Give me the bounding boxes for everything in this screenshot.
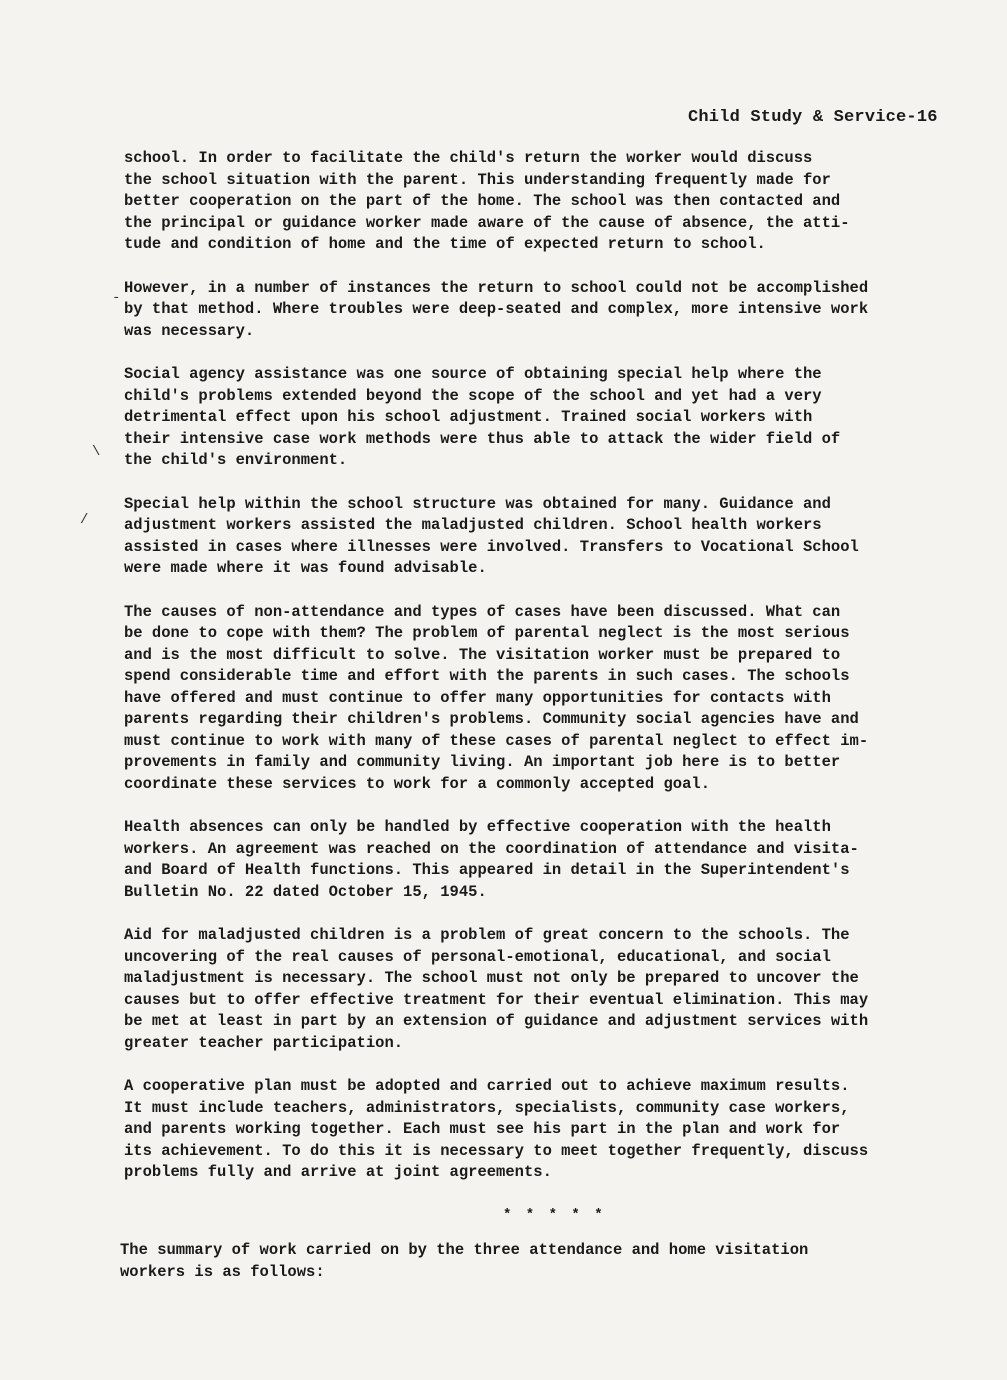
paragraph-special-help: Special help within the school structure was obtained for many. Guidance and adjustment workers assisted the maladjusted children. School health workers assisted in cases where illnesses were involved. Transfers to Vocational School were made where it was found advisable. <box>124 494 859 577</box>
margin-mark-dash: - <box>112 290 121 306</box>
closing-paragraph: The summary of work carried on by the three attendance and home visitation workers is as follows: <box>120 1241 809 1281</box>
section-separator: * * * * * <box>503 1207 606 1223</box>
margin-mark-tick: \ <box>92 444 101 460</box>
margin-mark-slash: / <box>80 512 89 528</box>
running-head: Child Study & Service-16 <box>688 108 938 127</box>
paragraph-parental-neglect: The causes of non-attendance and types of cases have been discussed. What can be done to cope with them? The problem of parental neglect is the most serious and is the most difficult to solve. The visitation worker must be prepared to spend considerable time and effort with the parents in such cases. The schools have offered and must continue to offer many opportunities for contacts with parents regarding their children's problems. Community social agencies have and must continue to work with many of these cases of parental neglect to effect im- provements in family and community living. An important job here is to better coordinate these services to work for a commonly accepted goal. <box>124 602 869 793</box>
document-body <box>124 148 994 1206</box>
paragraph-health-absences: Health absences can only be handled by effective cooperation with the health workers. An agreement was reached on the coordination of attendance and visita- and Board of Health functions. This appeared in detail in the Superintendent's Bulletin No. 22 dated October 15, 1945. <box>124 818 859 901</box>
paragraph-social-agency: Social agency assistance was one source of obtaining special help where the child's problems extended beyond the scope of the school and yet had a very detrimental effect upon his school adjustment. Trained social workers with their intensive case work methods were thus able to attack the wider field of the child's environment. <box>124 365 841 469</box>
paragraph-intensive-work: However, in a number of instances the return to school could not be accomplished by that method. Where troubles were deep-seated and complex, more intensive work was necessary. <box>124 278 869 340</box>
paragraph-return-to-school: school. In order to facilitate the child's return the worker would discuss the school situation with the parent. This understanding frequently made for better cooperation on the part of the home. The school was then contacted and the principal or guidance worker made aware of the cause of absence, the atti- tude and condition of home and the time of expected return to school. <box>124 149 850 253</box>
paragraph-maladjusted-children: Aid for maladjusted children is a problem of great concern to the schools. The uncovering of the real causes of personal-emotional, educational, and social maladjustment is necessary. The school must not only be prepared to uncover the causes but to offer effective treatment for their eventual elimination. This may be met at least in part by an extension of guidance and adjustment services with greater teacher participation. <box>124 926 869 1052</box>
paragraph-cooperative-plan: A cooperative plan must be adopted and carried out to achieve maximum results. It must include teachers, administrators, specialists, community case workers, and parents working together. Each must see his part in the plan and work for its achievement. To do this it is necessary to meet together frequently, discuss problems fully and arrive at joint agreements. <box>124 1077 869 1181</box>
